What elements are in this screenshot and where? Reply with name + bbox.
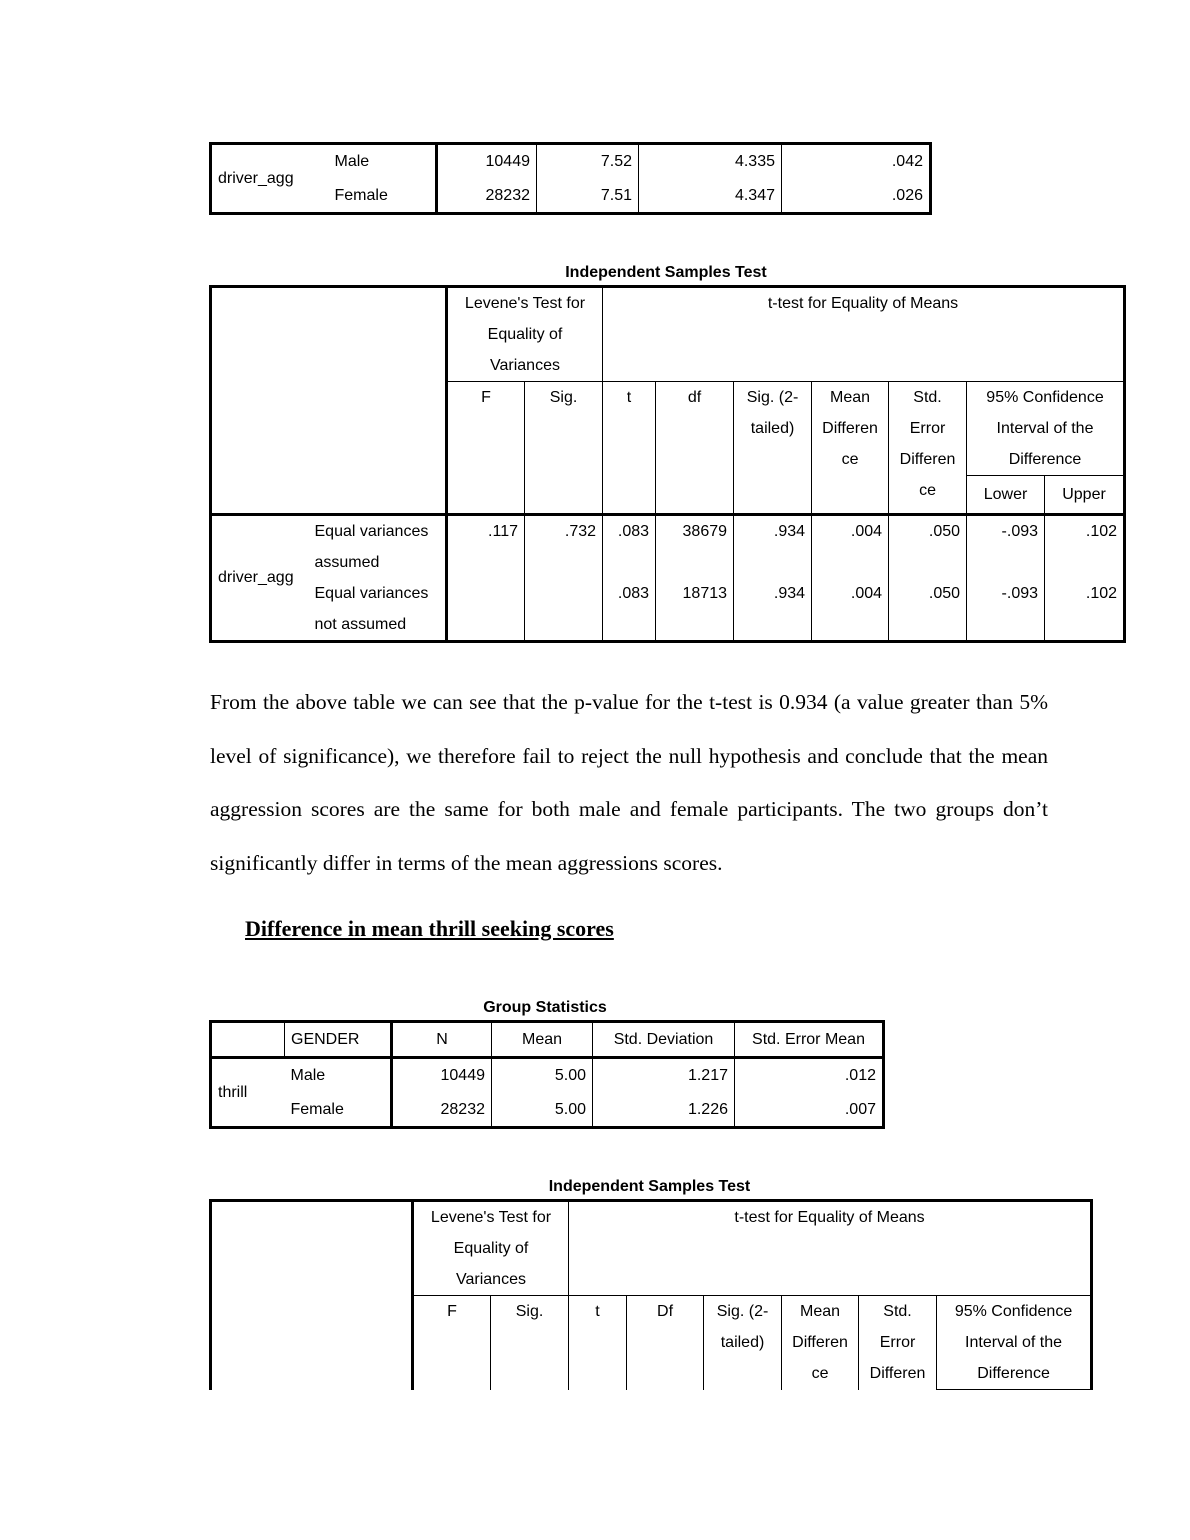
col-t: t bbox=[603, 382, 656, 515]
mean-value: 7.52 bbox=[537, 144, 639, 179]
independent-samples-test-title: Independent Samples Test bbox=[548, 1178, 751, 1195]
col-md-line: Mean bbox=[800, 1303, 841, 1320]
row-label bbox=[309, 578, 447, 642]
lower-value: -.093 bbox=[967, 578, 1045, 642]
mean-value: 5.00 bbox=[492, 1093, 593, 1128]
sd-value: 1.226 bbox=[593, 1093, 735, 1128]
sig-value: .732 bbox=[525, 515, 603, 579]
col-df: df bbox=[656, 382, 734, 515]
col-mean-diff bbox=[782, 1296, 859, 1390]
col-sig2 bbox=[734, 382, 812, 515]
row-label-line: assumed bbox=[314, 554, 380, 571]
col-ci-line: Interval of the bbox=[965, 1334, 1062, 1351]
col-sig2-line: Sig. (2- bbox=[746, 389, 799, 406]
gender-label: Female bbox=[329, 179, 437, 214]
col-se-line: Differen bbox=[899, 451, 956, 468]
col-sig: Sig. bbox=[491, 1296, 569, 1390]
std-error-value: .050 bbox=[889, 515, 967, 579]
levene-header bbox=[413, 1201, 569, 1296]
ttest-header: t-test for Equality of Means bbox=[603, 287, 1125, 382]
t-value: .083 bbox=[603, 515, 656, 579]
independent-samples-test-table-driver-agg bbox=[209, 285, 1126, 643]
col-ci-line: Interval of the bbox=[996, 420, 1094, 437]
col-md-line: ce bbox=[841, 451, 859, 468]
col-f: F bbox=[447, 382, 525, 515]
group-statistics-table-driver-agg bbox=[209, 142, 932, 215]
mean-diff-value: .004 bbox=[812, 515, 889, 579]
header-blank bbox=[211, 1022, 285, 1058]
col-ci-line: Difference bbox=[1008, 451, 1082, 468]
row-label-line: Equal variances bbox=[314, 523, 429, 540]
col-sig2 bbox=[704, 1296, 782, 1390]
df-value: 38679 bbox=[656, 515, 734, 579]
sd-value: 4.335 bbox=[639, 144, 782, 179]
col-sig2-line: tailed) bbox=[720, 1334, 765, 1351]
col-gender: GENDER bbox=[285, 1022, 392, 1058]
col-se: Std. Error Mean bbox=[735, 1022, 884, 1058]
group-statistics-title: Group Statistics bbox=[483, 999, 607, 1016]
col-mean: Mean bbox=[492, 1022, 593, 1058]
t-value: .083 bbox=[603, 578, 656, 642]
col-n: N bbox=[392, 1022, 492, 1058]
row-label-line: Equal variances bbox=[314, 585, 429, 602]
col-se-line: Error bbox=[909, 420, 946, 437]
variable-label: thrill bbox=[211, 1058, 285, 1128]
df-value: 18713 bbox=[656, 578, 734, 642]
mean-value: 5.00 bbox=[492, 1058, 593, 1093]
sig2-value: .934 bbox=[734, 515, 812, 579]
col-se-line: Differen bbox=[869, 1365, 926, 1382]
row-label-line: not assumed bbox=[314, 616, 407, 633]
lower-value: -.093 bbox=[967, 515, 1045, 579]
col-md-line: Differen bbox=[822, 420, 878, 437]
upper-value: .102 bbox=[1045, 515, 1125, 579]
col-se-line: Std. bbox=[883, 1303, 912, 1320]
col-md-line: Differen bbox=[792, 1334, 848, 1351]
group-statistics-table-thrill bbox=[209, 1020, 885, 1129]
gender-label: Male bbox=[329, 144, 437, 179]
col-df: Df bbox=[627, 1296, 704, 1390]
col-ci-line: Difference bbox=[977, 1365, 1050, 1382]
col-std-error bbox=[889, 382, 967, 515]
gender-label: Male bbox=[285, 1058, 392, 1093]
body-paragraph: From the above table we can see that the p-value for the t-test is 0.934 (a value greater than 5% level of significance), we therefore fail to reject the null hypothesis and conclude that the mean aggression scores are the same for both male and female participants. The two groups don’t significantly differ in terms of the mean aggressions scores. bbox=[210, 690, 1048, 875]
sig-value bbox=[525, 578, 603, 642]
n-value: 28232 bbox=[437, 179, 537, 214]
col-se-line: ce bbox=[919, 482, 936, 499]
variable-label: driver_agg bbox=[211, 515, 309, 642]
header-blank bbox=[211, 287, 447, 515]
gender-label: Female bbox=[285, 1093, 392, 1128]
levene-header-text: Levene's Test for Equality of Variances bbox=[430, 1209, 552, 1288]
independent-samples-test-table-thrill bbox=[209, 1199, 1093, 1390]
header-blank bbox=[211, 1201, 413, 1390]
n-value: 28232 bbox=[392, 1093, 492, 1128]
ttest-header: t-test for Equality of Means bbox=[569, 1201, 1092, 1296]
n-value: 10449 bbox=[437, 144, 537, 179]
se-value: .012 bbox=[735, 1058, 884, 1093]
variable-label: driver_agg bbox=[211, 144, 329, 214]
col-ci-line: 95% Confidence bbox=[986, 389, 1104, 406]
col-f: F bbox=[413, 1296, 491, 1390]
se-value: .007 bbox=[735, 1093, 884, 1128]
col-sig2-line: Sig. (2- bbox=[716, 1303, 769, 1320]
col-sig2-line: tailed) bbox=[750, 420, 795, 437]
sig2-value: .934 bbox=[734, 578, 812, 642]
col-mean-diff bbox=[812, 382, 889, 515]
f-value: .117 bbox=[447, 515, 525, 579]
upper-value: .102 bbox=[1045, 578, 1125, 642]
levene-header bbox=[447, 287, 603, 382]
independent-samples-test-title: Independent Samples Test bbox=[565, 264, 767, 281]
col-t: t bbox=[569, 1296, 627, 1390]
sd-value: 4.347 bbox=[639, 179, 782, 214]
col-lower: Lower bbox=[967, 476, 1045, 515]
sd-value: 1.217 bbox=[593, 1058, 735, 1093]
section-heading: Difference in mean thrill seeking scores bbox=[245, 916, 614, 941]
std-error-value: .050 bbox=[889, 578, 967, 642]
row-label bbox=[309, 515, 447, 579]
col-se-line: Std. bbox=[913, 389, 942, 406]
col-sig: Sig. bbox=[525, 382, 603, 515]
se-value: .042 bbox=[782, 144, 931, 179]
n-value: 10449 bbox=[392, 1058, 492, 1093]
col-se-line: Error bbox=[879, 1334, 916, 1351]
levene-header-text: Levene's Test for Equality of Variances bbox=[464, 295, 586, 374]
col-md-line: ce bbox=[811, 1365, 829, 1382]
f-value bbox=[447, 578, 525, 642]
col-md-line: Mean bbox=[830, 389, 871, 406]
col-ci-line: 95% Confidence bbox=[954, 1303, 1073, 1320]
mean-value: 7.51 bbox=[537, 179, 639, 214]
col-std-error bbox=[859, 1296, 937, 1390]
col-ci bbox=[937, 1296, 1092, 1390]
col-upper: Upper bbox=[1045, 476, 1125, 515]
mean-diff-value: .004 bbox=[812, 578, 889, 642]
col-ci bbox=[967, 382, 1125, 476]
col-sd: Std. Deviation bbox=[593, 1022, 735, 1058]
se-value: .026 bbox=[782, 179, 931, 214]
